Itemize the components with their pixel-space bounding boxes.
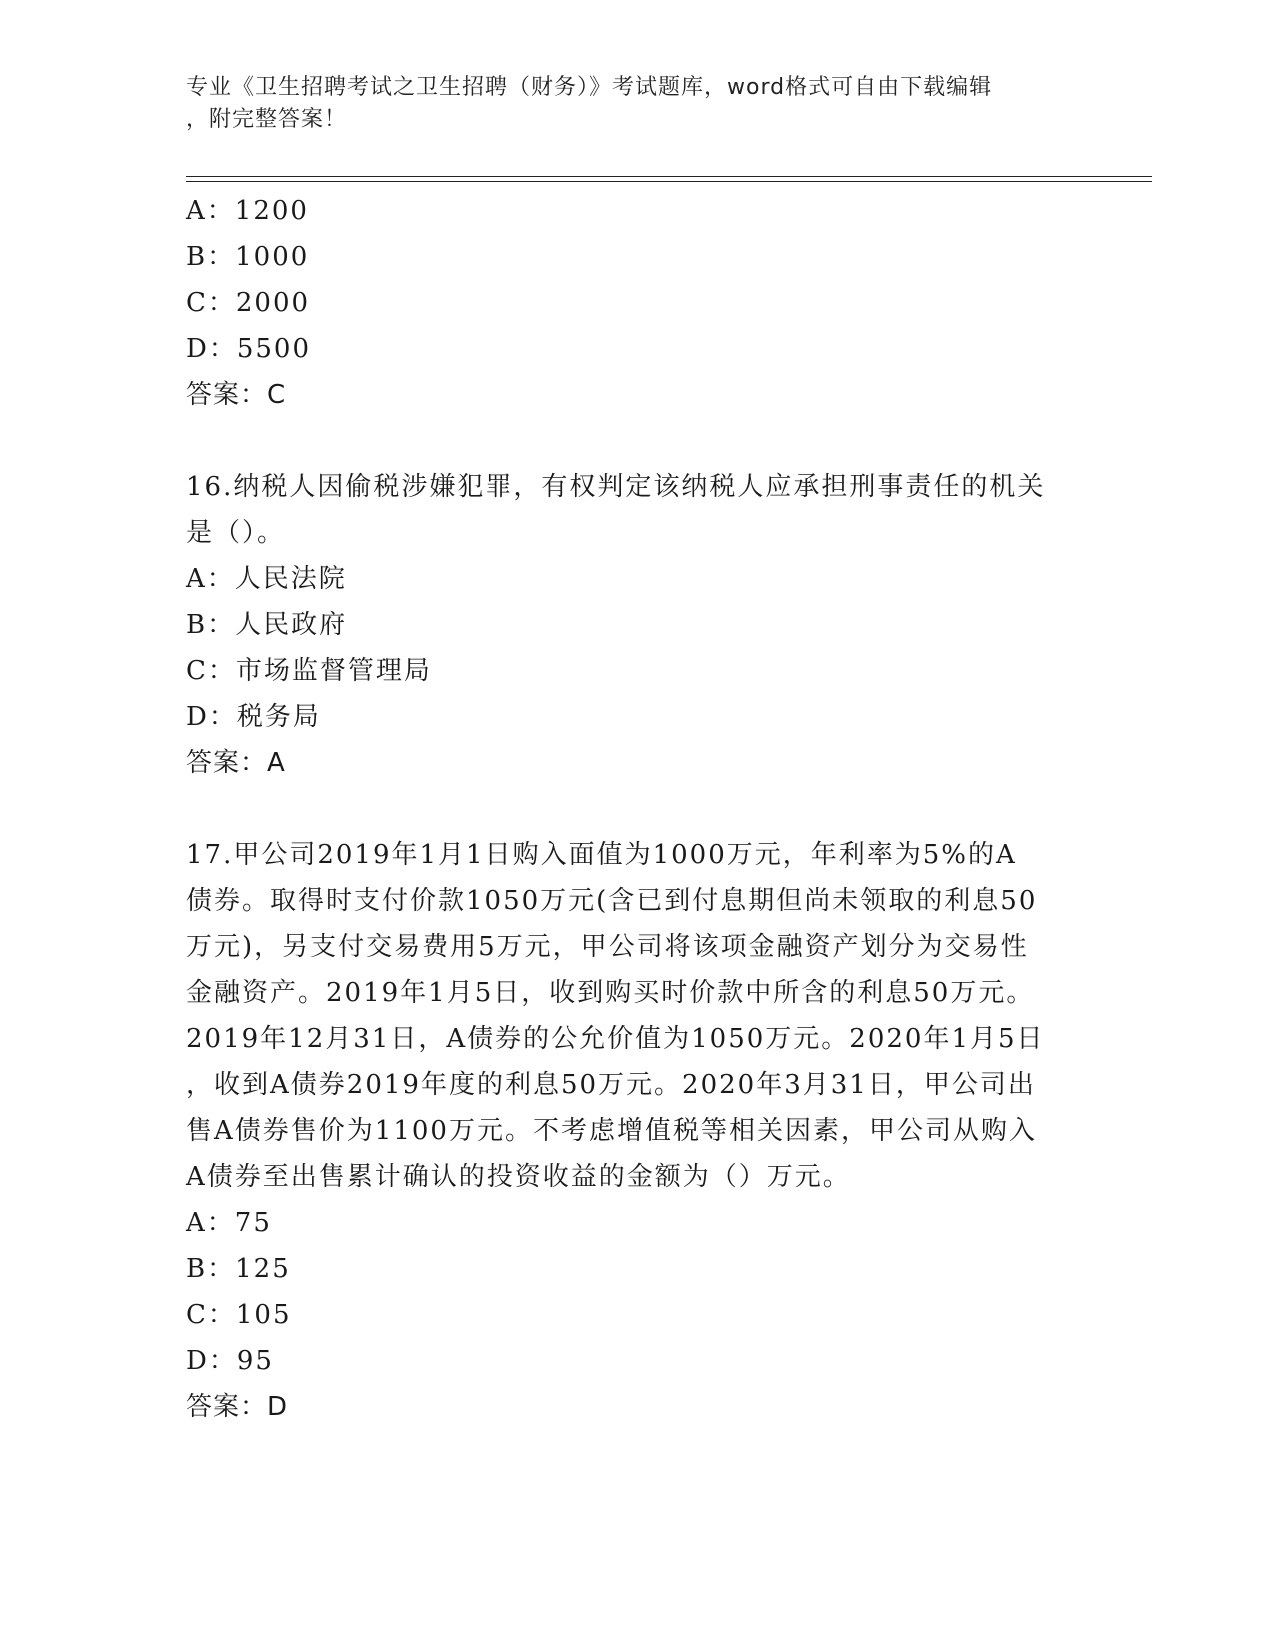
stem-line: A债券至出售累计确认的投资收益的金额为（）万元。 xyxy=(186,1162,851,1192)
option-d: D：5500 xyxy=(186,334,312,364)
page-header xyxy=(186,72,1086,136)
spacer xyxy=(186,786,1086,832)
answer-line: 答案：D xyxy=(186,1392,289,1422)
option-b: B：1000 xyxy=(186,242,310,272)
option-c: C：2000 xyxy=(186,288,311,318)
question-content xyxy=(186,188,1086,1430)
header-title-line-1: 专业《卫生招聘考试之卫生招聘（财务）》考试题库，word格式可自由下载编辑 xyxy=(186,75,993,100)
spacer xyxy=(186,418,1086,464)
question-stem xyxy=(186,832,1081,1200)
option-d: D：税务局 xyxy=(186,702,321,732)
question-17 xyxy=(186,832,1086,1430)
option-c: C：105 xyxy=(186,1300,292,1330)
option-d: D：95 xyxy=(186,1346,274,1376)
question-stem xyxy=(186,464,1081,556)
option-b: B：人民政府 xyxy=(186,610,348,640)
stem-line: 2019年12月31日，A债券的公允价值为1050万元。2020年1月5日 xyxy=(186,1024,1045,1054)
option-a: A：1200 xyxy=(186,196,309,226)
answer-line: 答案：A xyxy=(186,748,286,778)
answer-line: 答案：C xyxy=(186,380,287,410)
option-c: C：市场监督管理局 xyxy=(186,656,432,686)
stem-line: 是（）。 xyxy=(186,518,286,548)
stem-line: 万元)，另支付交易费用5万元，甲公司将该项金融资产划分为交易性 xyxy=(186,932,1029,962)
stem-line: 17.甲公司2019年1月1日购入面值为1000万元，年利率为5%的A xyxy=(186,840,1017,870)
stem-line: 债券。取得时支付价款1050万元(含已到付息期但尚未领取的利息50 xyxy=(186,886,1038,916)
stem-line: 售A债券售价为1100万元。不考虑增值税等相关因素，甲公司从购入 xyxy=(186,1116,1037,1146)
question-16 xyxy=(186,464,1086,786)
stem-line: 16.纳税人因偷税涉嫌犯罪，有权判定该纳税人应承担刑事责任的机关 xyxy=(186,472,1046,502)
stem-line: ，收到A债券2019年度的利息50万元。2020年3月31日，甲公司出 xyxy=(186,1070,1036,1100)
header-divider xyxy=(186,176,1152,182)
header-title-line-2: ，附完整答案！ xyxy=(186,107,348,132)
option-b: B：125 xyxy=(186,1254,291,1284)
option-a: A：75 xyxy=(186,1208,272,1238)
stem-line: 金融资产。2019年1月5日，收到购买时价款中所含的利息50万元。 xyxy=(186,978,1035,1008)
option-a: A：人民法院 xyxy=(186,564,347,594)
question-15 xyxy=(186,188,1086,418)
